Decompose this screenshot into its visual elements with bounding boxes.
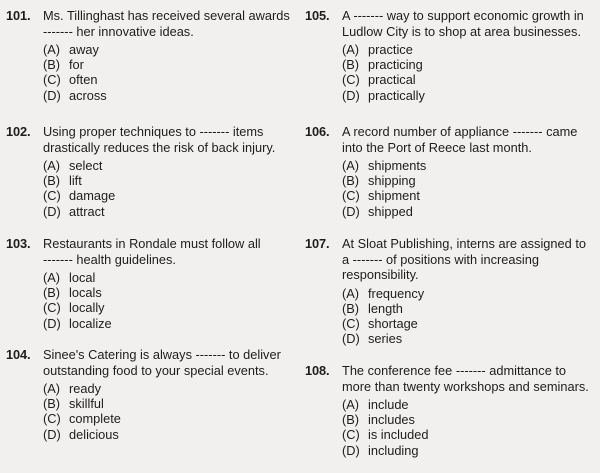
option-d[interactable] [43, 316, 298, 331]
option-b[interactable] [43, 396, 298, 411]
answer-options [342, 158, 595, 219]
option-c[interactable] [43, 300, 298, 315]
option-letter: (C) [342, 188, 360, 204]
answer-options [43, 158, 298, 219]
option-text: attract [69, 203, 105, 219]
question-stem [342, 124, 595, 155]
option-text: practically [368, 87, 425, 103]
question-104 [6, 347, 298, 442]
option-text: locally [69, 300, 105, 316]
question-number: 105. [305, 8, 330, 23]
option-letter: (B) [43, 396, 61, 412]
option-letter: (B) [43, 173, 61, 189]
option-text: including [368, 442, 419, 458]
option-letter: (C) [43, 188, 61, 204]
question-number: 102. [6, 124, 31, 139]
question-stem [342, 363, 595, 394]
option-letter: (A) [43, 381, 61, 396]
option-text: for [69, 57, 84, 73]
option-letter: (D) [342, 203, 360, 219]
option-text: skillful [69, 396, 104, 412]
option-c[interactable] [43, 72, 298, 87]
answer-options [342, 286, 595, 347]
question-stem [342, 8, 595, 39]
option-b[interactable] [342, 412, 595, 427]
answer-options [342, 42, 595, 103]
option-text: shipped [368, 203, 413, 219]
option-text: is included [368, 427, 429, 443]
option-a[interactable] [342, 158, 595, 173]
option-text: shipments [368, 158, 427, 173]
option-text: often [69, 72, 98, 88]
option-c[interactable] [342, 316, 595, 331]
question-number: 103. [6, 236, 31, 251]
option-letter: (C) [342, 427, 360, 443]
stem-line: At Sloat Publishing, interns are assigned to [342, 236, 586, 251]
question-stem [43, 8, 298, 39]
question-102 [6, 124, 298, 219]
option-a[interactable] [43, 158, 298, 173]
stem-line: Restaurants in Rondale must follow all [43, 236, 261, 251]
option-letter: (A) [342, 285, 360, 301]
option-text: shipping [368, 173, 416, 189]
option-a[interactable] [342, 42, 595, 57]
option-d[interactable] [342, 331, 595, 346]
option-letter: (C) [342, 72, 360, 88]
option-letter: (B) [342, 57, 360, 73]
stem-line: Sinee's Catering is always ------- to deliver [43, 347, 281, 362]
option-c[interactable] [342, 72, 595, 87]
option-b[interactable] [342, 57, 595, 72]
option-b[interactable] [342, 301, 595, 316]
question-number: 107. [305, 236, 330, 251]
option-letter: (B) [43, 57, 61, 73]
option-d[interactable] [43, 88, 298, 103]
question-stem [43, 236, 298, 267]
option-b[interactable] [43, 285, 298, 300]
option-letter: (A) [342, 42, 360, 57]
option-letter: (D) [43, 315, 61, 331]
option-d[interactable] [342, 443, 595, 458]
option-b[interactable] [342, 173, 595, 188]
option-a[interactable] [43, 381, 298, 396]
option-text: complete [69, 411, 121, 427]
option-text: include [368, 397, 409, 412]
option-c[interactable] [342, 427, 595, 442]
option-text: practicing [368, 57, 423, 73]
option-text: practice [368, 42, 413, 57]
option-letter: (C) [342, 315, 360, 331]
question-108 [305, 363, 595, 458]
option-text: away [69, 42, 99, 57]
question-stem [43, 347, 298, 378]
question-107 [305, 236, 595, 346]
option-d[interactable] [342, 204, 595, 219]
option-text: select [69, 158, 103, 173]
option-text: shipment [368, 188, 420, 204]
option-letter: (A) [43, 158, 61, 173]
option-text: shortage [368, 315, 418, 331]
option-a[interactable] [43, 42, 298, 57]
stem-line: ------- health guidelines. [43, 251, 176, 267]
option-c[interactable] [342, 188, 595, 203]
option-letter: (A) [43, 42, 61, 57]
option-d[interactable] [342, 88, 595, 103]
answer-options [43, 42, 298, 103]
question-105 [305, 8, 595, 103]
option-letter: (D) [43, 426, 61, 442]
question-103 [6, 236, 298, 331]
option-text: damage [69, 188, 116, 204]
stem-line: responsibility. [342, 267, 419, 282]
option-d[interactable] [43, 204, 298, 219]
question-number: 101. [6, 8, 31, 23]
option-letter: (B) [342, 300, 360, 316]
option-text: series [368, 331, 403, 347]
answer-options [43, 381, 298, 442]
option-text: delicious [69, 426, 119, 442]
option-d[interactable] [43, 427, 298, 442]
option-letter: (B) [342, 173, 360, 189]
option-b[interactable] [43, 173, 298, 188]
stem-line: into the Port of Reece last month. [342, 139, 532, 155]
option-a[interactable] [43, 270, 298, 285]
stem-line: Using proper techniques to ------- items [43, 124, 264, 139]
option-text: length [368, 300, 403, 316]
option-letter: (A) [342, 397, 360, 412]
option-letter: (B) [43, 285, 61, 301]
stem-line: The conference fee ------- admittance to [342, 363, 567, 378]
option-a[interactable] [342, 397, 595, 412]
option-text: locals [69, 285, 102, 301]
stem-line: Ms. Tillinghast has received several awards [43, 8, 290, 23]
option-letter: (C) [43, 411, 61, 427]
option-text: practical [368, 72, 416, 88]
option-letter: (D) [342, 331, 360, 347]
stem-line: a ------- of positions with increasing [342, 251, 539, 267]
question-101 [6, 8, 298, 103]
option-text: frequency [368, 285, 425, 301]
option-letter: (D) [342, 442, 360, 458]
option-letter: (C) [43, 300, 61, 316]
option-letter: (D) [43, 87, 61, 103]
stem-line: ------- her innovative ideas. [43, 23, 194, 39]
stem-line: outstanding food to your special events. [43, 362, 269, 378]
option-letter: (B) [342, 412, 360, 428]
option-text: includes [368, 412, 415, 428]
stem-line: Ludlow City is to shop at area businesses. [342, 23, 582, 39]
option-c[interactable] [43, 411, 298, 426]
question-stem [43, 124, 298, 155]
option-letter: (A) [43, 270, 61, 285]
option-text: across [69, 87, 107, 103]
option-text: local [69, 270, 96, 285]
option-b[interactable] [43, 57, 298, 72]
stem-line: more than twenty workshops and seminars. [342, 378, 589, 394]
stem-line: A ------- way to support economic growth in [342, 8, 584, 23]
answer-options [43, 270, 298, 331]
option-letter: (D) [43, 203, 61, 219]
option-text: ready [69, 381, 102, 396]
question-106 [305, 124, 595, 219]
stem-line: drastically reduces the risk of back injury. [43, 139, 276, 155]
question-number: 104. [6, 347, 31, 362]
question-number: 108. [305, 363, 330, 378]
question-stem [342, 236, 595, 283]
answer-options [342, 397, 595, 458]
stem-line: A record number of appliance ------- came [342, 124, 578, 139]
option-text: lift [69, 173, 82, 189]
option-letter: (A) [342, 158, 360, 173]
option-text: localize [69, 315, 112, 331]
option-letter: (D) [342, 87, 360, 103]
option-letter: (C) [43, 72, 61, 88]
option-c[interactable] [43, 188, 298, 203]
option-a[interactable] [342, 286, 595, 301]
question-number: 106. [305, 124, 330, 139]
